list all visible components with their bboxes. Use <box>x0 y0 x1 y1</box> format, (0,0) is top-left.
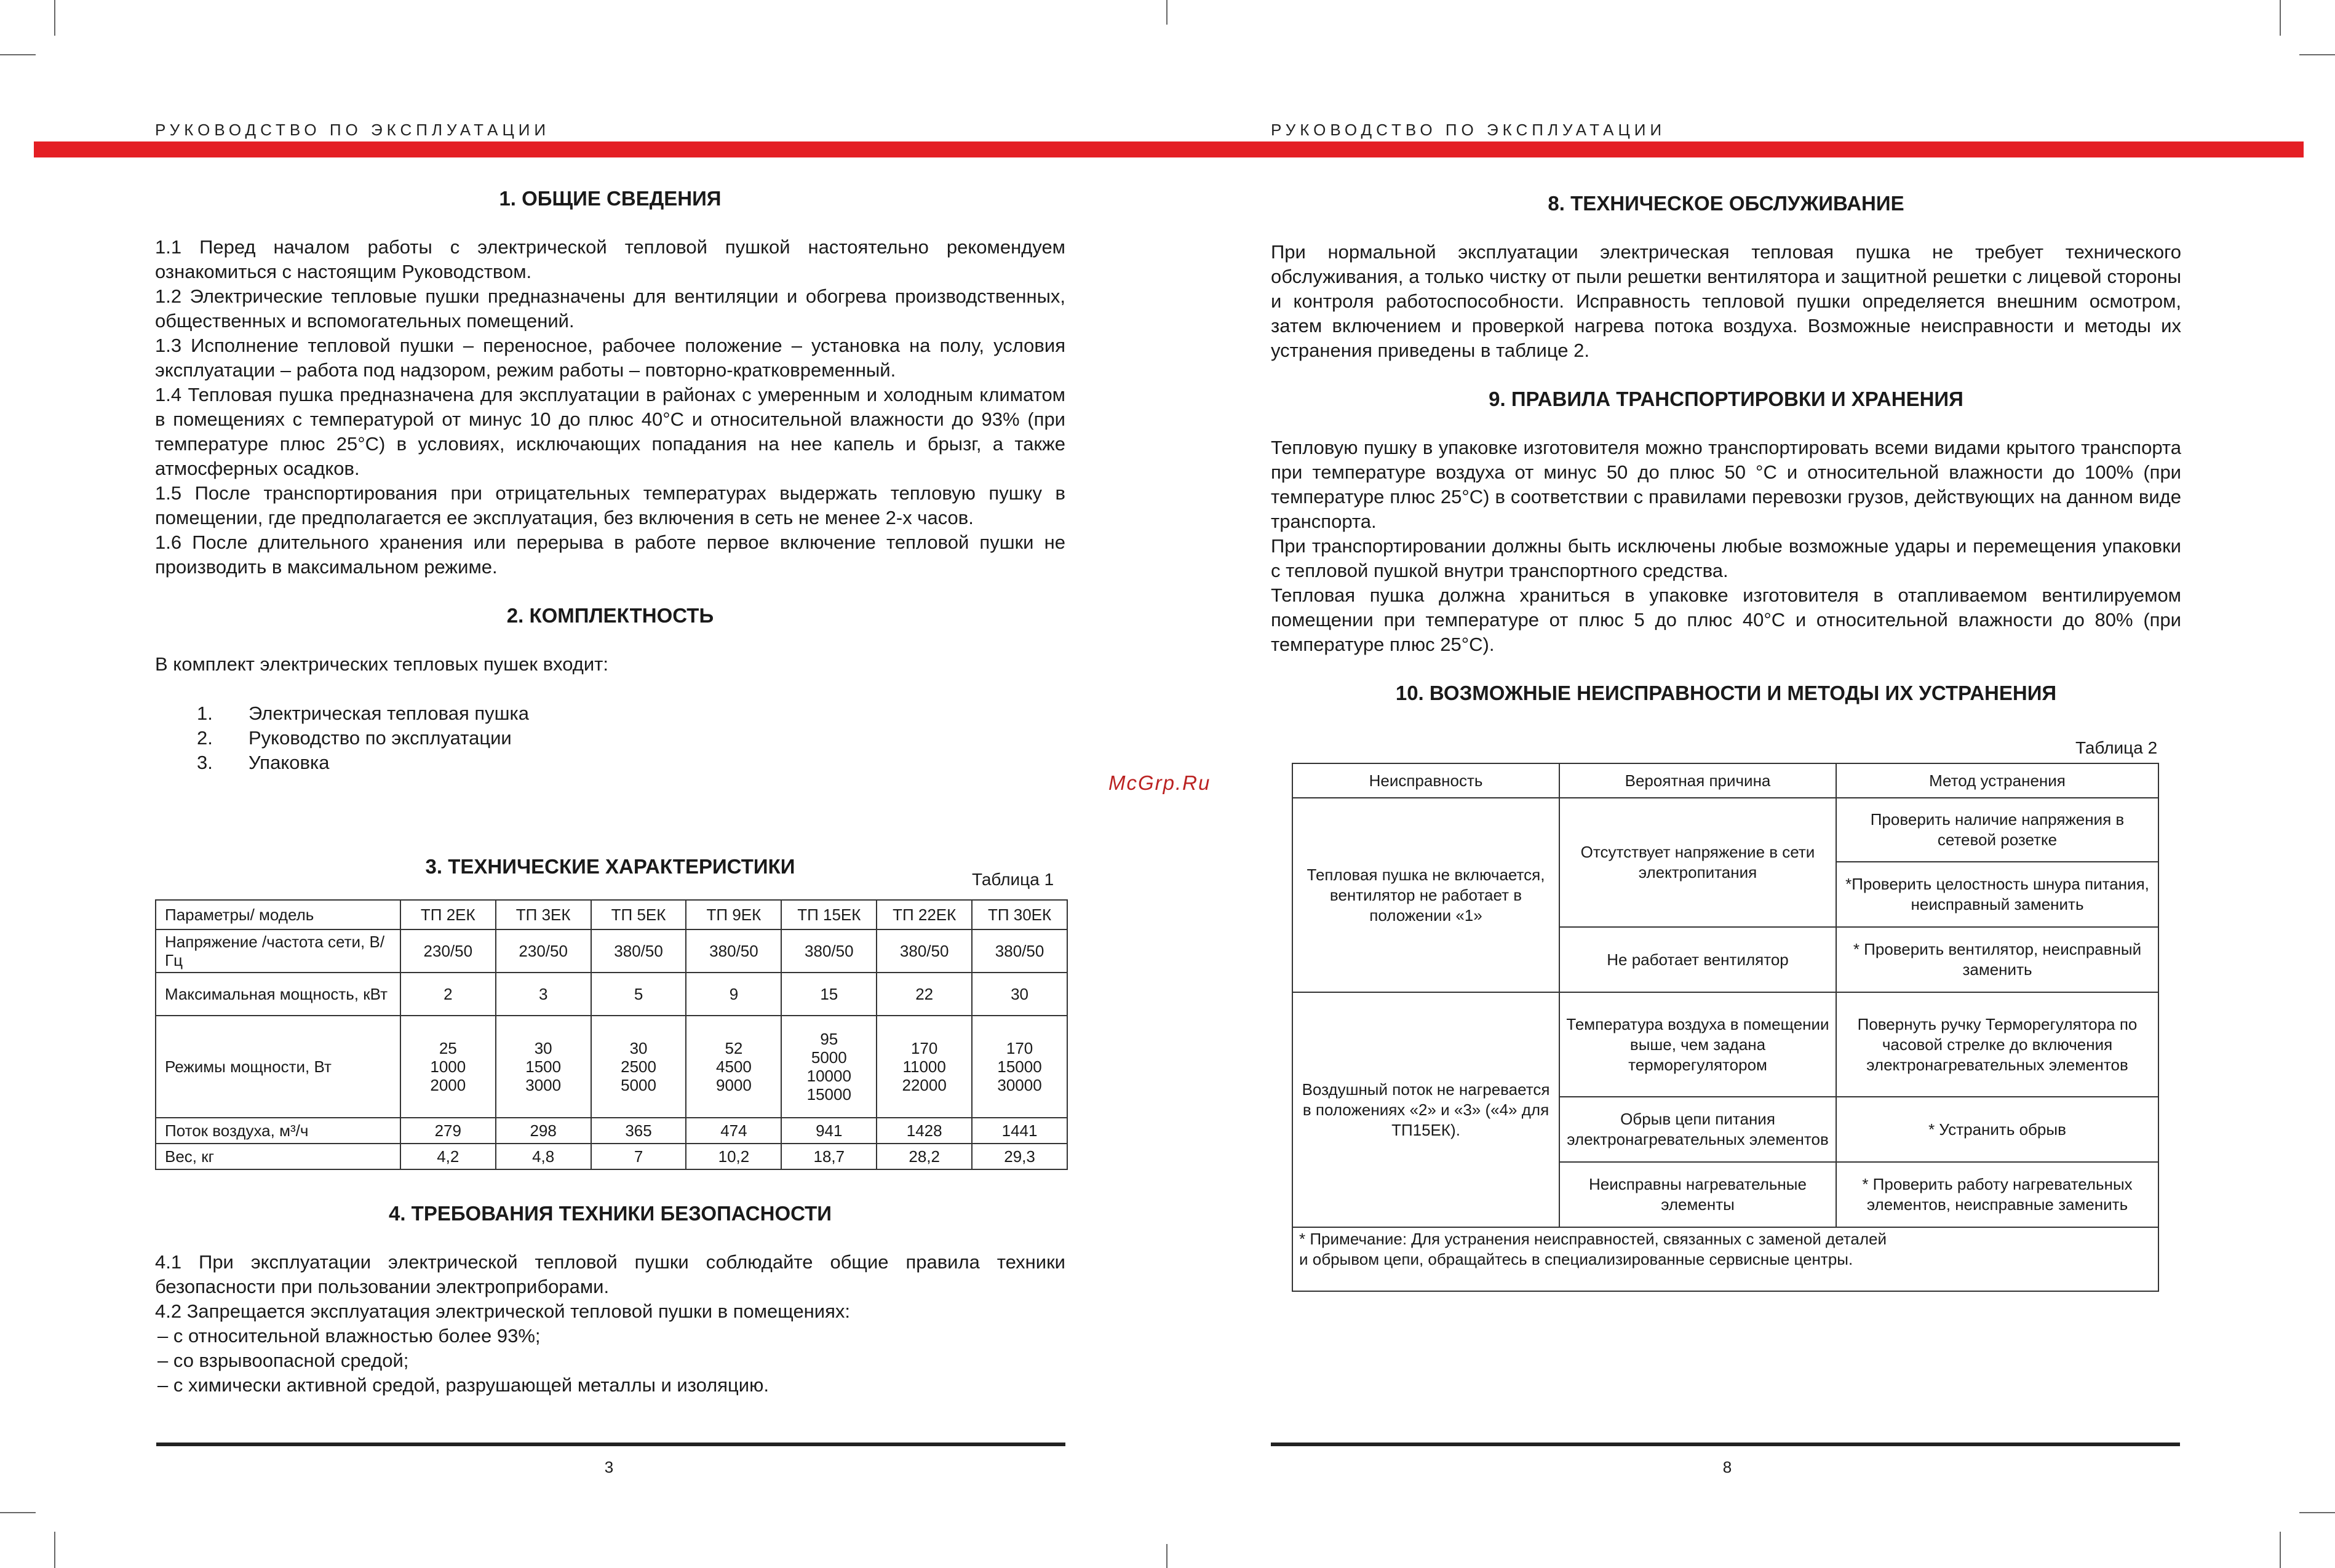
section-4-title: 4. ТРЕБОВАНИЯ ТЕХНИКИ БЕЗОПАСНОСТИ <box>388 1202 832 1225</box>
table-cell: Поток воздуха, м³/ч <box>156 1118 400 1144</box>
section-10-title: 10. ВОЗМОЖНЫЕ НЕИСПРАВНОСТИ И МЕТОДЫ ИХ УСТРАНЕНИЯ <box>1395 682 2057 704</box>
table-cell: Повернуть ручку Терморегулятора по часовой стрелке до включения электронагревательных элементов <box>1836 992 2158 1097</box>
paragraph-1-2: 1.2 Электрические тепловые пушки предназначены для вентиляции и обогрева производственных, общественных и вспомогательных помещений. <box>155 285 1065 332</box>
table-cell: 18,7 <box>781 1144 877 1169</box>
table-cell: Температура воздуха в помещении выше, чем задана терморегулятором <box>1559 992 1836 1097</box>
watermark: McGrp.Ru <box>1108 771 1211 794</box>
table-cell: Неисправны нагревательные элементы <box>1559 1162 1836 1227</box>
table-cell: 30 <box>972 973 1067 1016</box>
table-cell: 298 <box>496 1118 591 1144</box>
paragraph-1-4: 1.4 Тепловая пушка предназначена для эксплуатации в районах с умеренным и холодным климатом в помещениях с температурой от минус 10 до плюс 40°С и относительной влажности до 93% (при температуре плюс 25°С) в условиях, исключающих попадания на нее капель и брызг, а также атмосферных осадков. <box>155 384 1065 479</box>
table-header-cell: ТП 15ЕК <box>781 900 877 929</box>
table-cell: 22 <box>877 973 972 1016</box>
table-cell: 25 1000 2000 <box>400 1016 496 1118</box>
table-note-line: и обрывом цепи, обращайтесь в специализированные сервисные центры. <box>1299 1250 1853 1268</box>
specs-table <box>155 899 1068 1170</box>
table-note-line: * Примечание: Для устранения неисправностей, связанных с заменой деталей <box>1299 1230 1887 1248</box>
table-cell: 15 <box>781 973 877 1016</box>
paragraph-9-2: При транспортировании должны быть исключены любые возможные удары и перемещения упаковки с тепловой пушкой внутри транспортного средства. <box>1271 535 2181 581</box>
list-item <box>155 726 1065 750</box>
table-cell: 170 11000 22000 <box>877 1016 972 1118</box>
paragraph-1-1: 1.1 Перед началом работы с электрической тепловой пушкой настоятельно рекомендуем ознакомиться с настоящим Руководством. <box>155 236 1065 282</box>
table-cell: 230/50 <box>496 929 591 973</box>
table-note-cell <box>1292 1227 2158 1291</box>
table-header-cell: Метод устранения <box>1836 763 2158 798</box>
footer-rule-left <box>156 1443 1065 1446</box>
list-number: 3. <box>197 752 213 773</box>
list-text: Упаковка <box>249 752 330 773</box>
table-cell: 9 <box>686 973 781 1016</box>
crop-mark <box>1166 0 1168 25</box>
table-cell: 52 4500 9000 <box>686 1016 781 1118</box>
table-header-cell: ТП 9ЕК <box>686 900 781 929</box>
section-1-title: 1. ОБЩИЕ СВЕДЕНИЯ <box>499 187 722 210</box>
dash-item: – с относительной влажностью более 93%; <box>157 1325 541 1347</box>
list-text: Руководство по эксплуатации <box>249 727 512 749</box>
list-item <box>155 701 1065 726</box>
table-header-cell: Неисправность <box>1292 763 1559 798</box>
crop-mark <box>0 54 36 55</box>
crop-mark <box>2299 1512 2335 1513</box>
table-cell: 30 2500 5000 <box>591 1016 686 1118</box>
table-cell: 7 <box>591 1144 686 1169</box>
crop-mark <box>1166 1544 1168 1568</box>
table-row <box>156 1118 1067 1144</box>
section-8-title: 8. ТЕХНИЧЕСКОЕ ОБСЛУЖИВАНИЕ <box>1548 192 1904 215</box>
paragraph-4-2: 4.2 Запрещается эксплуатация электрической тепловой пушки в помещениях: <box>155 1300 851 1322</box>
paragraph-1-3: 1.3 Исполнение тепловой пушки – переносное, рабочее положение – установка на полу, условия эксплуатации – работа под надзором, режим работы – повторно-кратковременный. <box>155 335 1065 381</box>
table-row <box>156 1144 1067 1169</box>
kit-list <box>155 701 1065 775</box>
table-cell: 2 <box>400 973 496 1016</box>
table-cell: 30 1500 3000 <box>496 1016 591 1118</box>
table-cell: Проверить наличие напряжения в сетевой розетке <box>1836 798 2158 862</box>
table-cell: 230/50 <box>400 929 496 973</box>
table-cell: Вес, кг <box>156 1144 400 1169</box>
table-row <box>1292 763 2158 798</box>
list-item <box>155 750 1065 775</box>
crop-mark <box>0 1512 36 1513</box>
crop-mark <box>2280 1532 2281 1568</box>
table-cell: 474 <box>686 1118 781 1144</box>
table-cell: 170 15000 30000 <box>972 1016 1067 1118</box>
table-cell: 4,2 <box>400 1144 496 1169</box>
footer-rule-right <box>1271 1443 2180 1446</box>
table-row <box>156 1016 1067 1118</box>
table-cell: * Проверить вентилятор, неисправный заменить <box>1836 927 2158 992</box>
table-cell: Обрыв цепи питания электронагревательных элементов <box>1559 1097 1836 1162</box>
list-number: 2. <box>197 727 213 749</box>
table-row <box>1292 1227 2158 1291</box>
faults-table <box>1292 763 2159 1292</box>
crop-mark <box>54 1532 55 1568</box>
table-cell: 365 <box>591 1118 686 1144</box>
table-row <box>1292 992 2158 1097</box>
table-cell: 380/50 <box>877 929 972 973</box>
table-header-cell: ТП 2ЕК <box>400 900 496 929</box>
table-header-cell: Вероятная причина <box>1559 763 1836 798</box>
section-2-title: 2. КОМПЛЕКТНОСТЬ <box>506 604 714 627</box>
table-cell: 1428 <box>877 1118 972 1144</box>
table-cell: Максимальная мощность, кВт <box>156 973 400 1016</box>
table-cell: 4,8 <box>496 1144 591 1169</box>
section-3-title: 3. ТЕХНИЧЕСКИЕ ХАРАКТЕРИСТИКИ <box>425 855 795 878</box>
table-cell: 29,3 <box>972 1144 1067 1169</box>
table-cell: 380/50 <box>591 929 686 973</box>
paragraph-8: При нормальной эксплуатации электрическая тепловая пушка не требует технического обслуживания, а только чистку от пыли решетки вентилятора и защитной решетки с лицевой стороны и контроля работоспособности. Исправность тепловой пушки определяется внешним осмотром, затем включением и проверкой нагрева потока воздуха. Возможные неисправности и методы их устранения приведены в таблице 2. <box>1271 241 2181 361</box>
table-cell: Режимы мощности, Вт <box>156 1016 400 1118</box>
table-cell: 380/50 <box>972 929 1067 973</box>
table-row <box>156 900 1067 929</box>
section-9-title: 9. ПРАВИЛА ТРАНСПОРТИРОВКИ И ХРАНЕНИЯ <box>1489 388 1963 410</box>
dash-item: – со взрывоопасной средой; <box>157 1350 409 1371</box>
table-header-cell: ТП 3ЕК <box>496 900 591 929</box>
table-row <box>156 929 1067 973</box>
crop-mark <box>2299 54 2335 55</box>
table-cell: 941 <box>781 1118 877 1144</box>
table-header-cell: ТП 30ЕК <box>972 900 1067 929</box>
table-cell: 28,2 <box>877 1144 972 1169</box>
list-number: 1. <box>197 702 213 724</box>
table-cell: 95 5000 10000 15000 <box>781 1016 877 1118</box>
table-cell: Отсутствует напряжение в сети электропитания <box>1559 798 1836 927</box>
table-cell: * Устранить обрыв <box>1836 1097 2158 1162</box>
paragraph-1-5: 1.5 После транспортирования при отрицательных температурах выдержать тепловую пушку в помещении, где предполагается ее эксплуатация, без включения в сеть не менее 2-х часов. <box>155 482 1065 528</box>
page-number-left: 3 <box>604 1458 614 1476</box>
table-cell: * Проверить работу нагревательных элементов, неисправные заменить <box>1836 1162 2158 1227</box>
running-header-left: РУКОВОДСТВО ПО ЭКСПЛУАТАЦИИ <box>155 121 551 139</box>
paragraph-9-1: Тепловую пушку в упаковке изготовителя можно транспортировать всеми видами крытого транспорта при температуре воздуха от минус 50 до плюс 50 °С и относительной влажности до 100% (при температуре плюс 25°С) в соответствии с правилами перевозки грузов, действующих на данном виде транспорта. <box>1271 437 2181 532</box>
running-header-right: РУКОВОДСТВО ПО ЭКСПЛУАТАЦИИ <box>1271 121 1666 139</box>
kit-intro: В комплект электрических тепловых пушек входит: <box>155 653 608 675</box>
paragraph-4-1: 4.1 При эксплуатации электрической тепловой пушки соблюдайте общие правила техники безопасности при пользовании электроприборами. <box>155 1251 1065 1297</box>
header-red-bar <box>34 141 2304 157</box>
table-cell: 1441 <box>972 1118 1067 1144</box>
paragraph-9-3: Тепловая пушка должна храниться в упаковке изготовителя в отапливаемом вентилируемом помещении при температуре от плюс 5 до плюс 40°С и относительной влажности до 80% (при температуре плюс 25°С). <box>1271 584 2181 655</box>
section-4 <box>155 1202 1065 1398</box>
table-cell: *Проверить целостность шнура питания, неисправный заменить <box>1836 862 2158 927</box>
table-header-cell: Параметры/ модель <box>156 900 400 929</box>
table-row <box>1292 798 2158 862</box>
page-number-right: 8 <box>1722 1458 1732 1476</box>
table-cell: 10,2 <box>686 1144 781 1169</box>
right-page <box>1271 178 2181 705</box>
table-cell: Тепловая пушка не включается, вентилятор не работает в положении «1» <box>1292 798 1559 992</box>
table-cell: 380/50 <box>781 929 877 973</box>
dash-item: – с химически активной средой, разрушающей металлы и изоляцию. <box>157 1374 769 1396</box>
table-header-cell: ТП 5ЕК <box>591 900 686 929</box>
table-row <box>156 973 1067 1016</box>
table-2-caption: Таблица 2 <box>2075 738 2158 757</box>
table-cell: Не работает вентилятор <box>1559 927 1836 992</box>
table-cell: Воздушный поток не нагревается в положениях «2» и «3» («4» для ТП15ЕК). <box>1292 992 1559 1227</box>
table-cell: Напряжение /частота сети, В/Гц <box>156 929 400 973</box>
table-header-cell: ТП 22ЕК <box>877 900 972 929</box>
table-cell: 279 <box>400 1118 496 1144</box>
crop-mark <box>54 0 55 36</box>
crop-mark <box>2280 0 2281 36</box>
table-1-caption: Таблица 1 <box>972 870 1054 889</box>
table-cell: 3 <box>496 973 591 1016</box>
table-cell: 5 <box>591 973 686 1016</box>
left-page <box>155 178 1065 775</box>
paragraph-1-6: 1.6 После длительного хранения или перерыва в работе первое включение тепловой пушки не производить в максимальном режиме. <box>155 531 1065 578</box>
table-cell: 380/50 <box>686 929 781 973</box>
list-text: Электрическая тепловая пушка <box>249 702 529 724</box>
